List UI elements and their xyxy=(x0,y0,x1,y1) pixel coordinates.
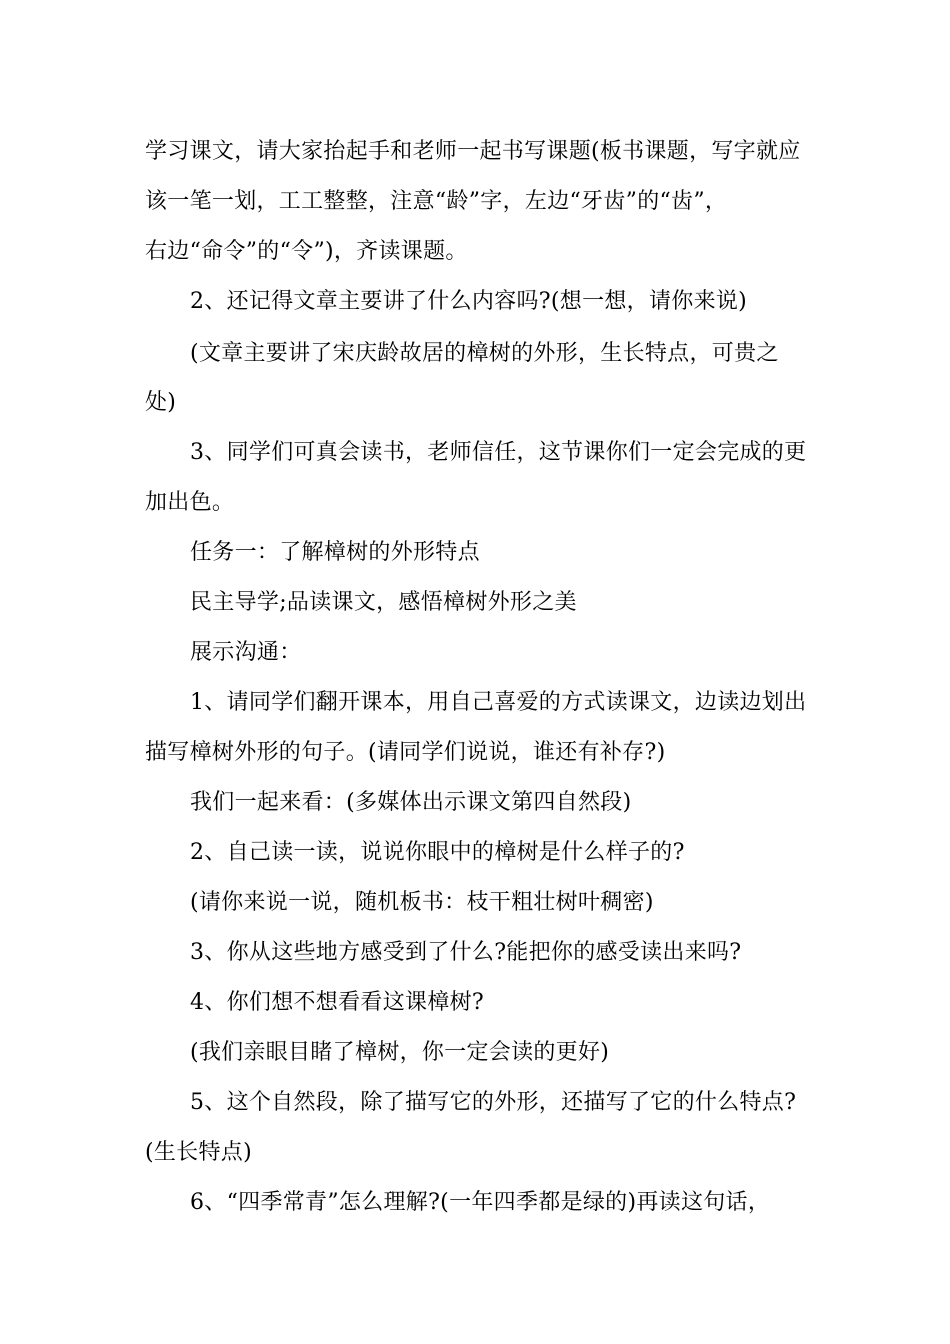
text-line: 6、“四季常青”怎么理解?(一年四季都是绿的)再读这句话， xyxy=(190,1190,771,1215)
text-line: 2、自己读一读，说说你眼中的樟树是什么样子的? xyxy=(190,840,685,865)
text-line: 4、你们想不想看看这课樟树? xyxy=(190,990,484,1015)
text-line: 3、你从这些地方感受到了什么?能把你的感受读出来吗? xyxy=(190,940,742,965)
text-line: (请你来说一说，随机板书：枝干粗壮树叶稠密) xyxy=(190,890,654,915)
text-line: 民主导学;品读课文，感悟樟树外形之美 xyxy=(190,590,577,615)
section-heading: 任务一：了解樟树的外形特点 xyxy=(190,540,480,565)
text-line: (生长特点) xyxy=(145,1140,252,1165)
text-line: 描写樟树外形的句子。(请同学们说说，谁还有补存?) xyxy=(145,740,666,765)
text-line: 5、这个自然段，除了描写它的外形，还描写了它的什么特点? xyxy=(190,1090,797,1115)
text-line: 展示沟通： xyxy=(190,640,302,665)
text-line: 2、还记得文章主要讲了什么内容吗?(想一想，请你来说) xyxy=(190,289,748,314)
text-line: (文章主要讲了宋庆龄故居的樟树的外形，生长特点，可贵之 xyxy=(190,341,779,366)
text-line: 3、同学们可真会读书，老师信任，这节课你们一定会完成的更 xyxy=(190,440,807,465)
text-line: 1、请同学们翻开课本，用自己喜爱的方式读课文，边读边划出 xyxy=(190,690,807,715)
text-line: 学习课文，请大家抬起手和老师一起书写课题(板书课题，写字就应 xyxy=(145,139,801,164)
text-line: 处) xyxy=(145,390,177,415)
text-line: 右边“命令”的“令”)，齐读课题。 xyxy=(145,239,468,264)
text-line: 加出色。 xyxy=(145,490,235,515)
text-line: 该一笔一划，工工整整，注意“龄”字，左边“牙齿”的“齿”， xyxy=(145,189,728,214)
text-line: (我们亲眼目睹了樟树，你一定会读的更好) xyxy=(190,1040,610,1065)
text-line: 我们一起来看：(多媒体出示课文第四自然段) xyxy=(190,790,632,815)
